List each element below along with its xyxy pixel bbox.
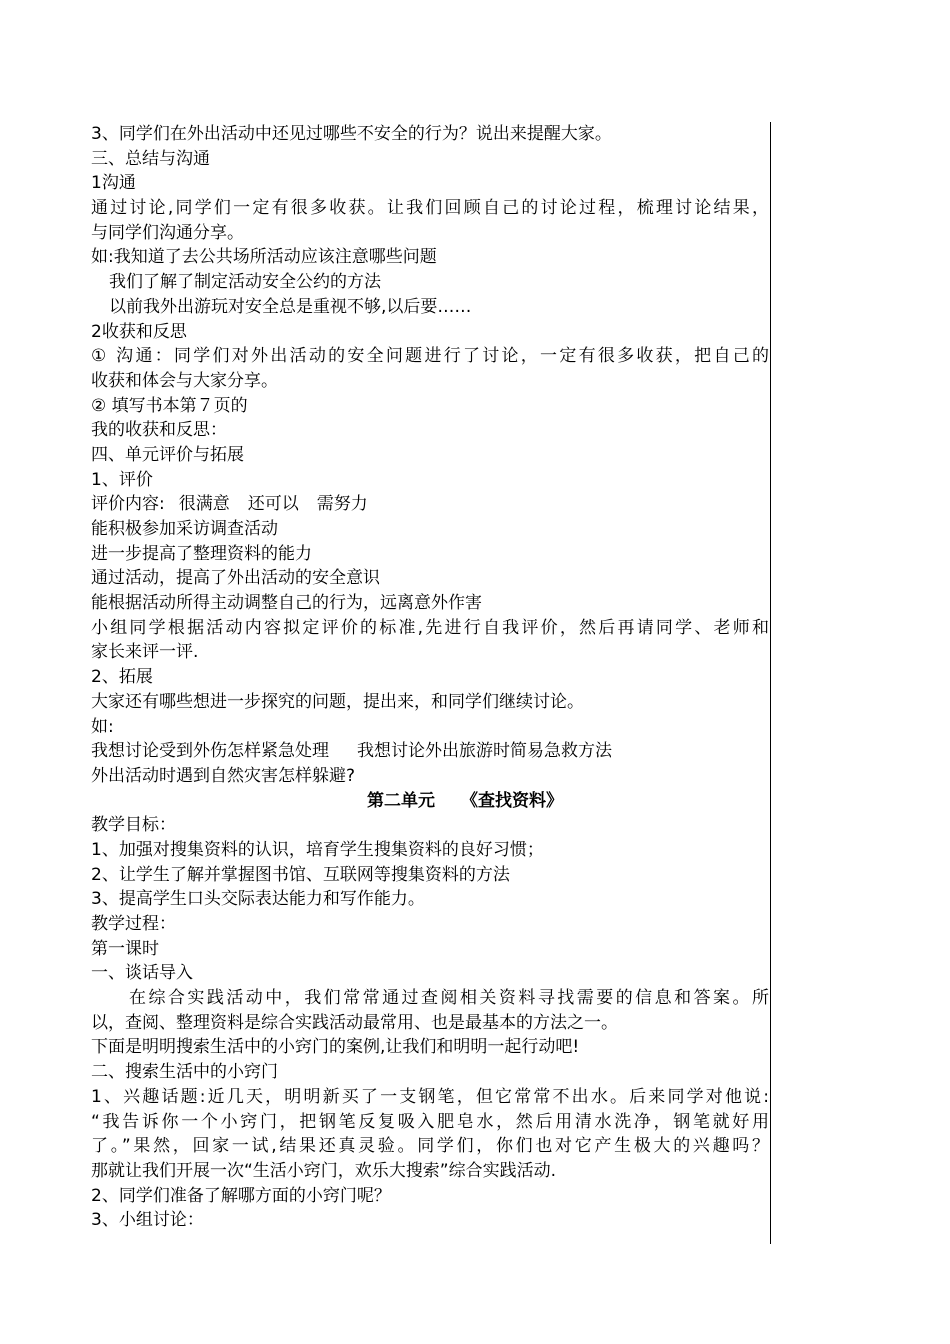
text-line: 我的收获和反思： — [91, 420, 227, 441]
subsection-heading: 教学过程： — [91, 914, 176, 934]
text-line: 大家还有哪些想进一步探究的问题，提出来，和同学们继续讨论。 — [91, 691, 584, 712]
text-line: 了。”果然，回家一试,结果还真灵验。同学们，你们也对它产生极大的兴趣吗？ — [91, 1136, 769, 1157]
rating-option-satisfied: 很满意 — [178, 494, 230, 515]
evaluation-item: 进一步提高了整理资料的能力 — [91, 543, 312, 564]
rating-option-needs-effort: 需努力 — [316, 494, 368, 515]
text-line: 3、小组讨论： — [91, 1210, 204, 1231]
subsection-heading: 1、评价 — [91, 469, 153, 490]
rating-option-acceptable: 还可以 — [247, 494, 299, 515]
text-line: 如:我知道了去公共场所活动应该注意哪些问题 — [91, 247, 437, 268]
section-heading: 四、单元评价与拓展 — [91, 444, 244, 465]
text-line: 小组同学根据活动内容拟定评价的标准,先进行自我评价，然后再请同学、老师和 — [91, 617, 769, 638]
lesson-heading: 第一课时 — [91, 938, 159, 959]
text-line: 通过讨论,同学们一定有很多收获。让我们回顾自己的讨论过程，梳理讨论结果， — [91, 198, 769, 219]
evaluation-item: 通过活动，提高了外出活动的安全意识 — [91, 568, 380, 589]
text-line: 2、同学们准备了解哪方面的小窍门呢？ — [91, 1185, 391, 1206]
subsection-heading: 2、拓展 — [91, 667, 153, 688]
text-line: 1、兴趣话题:近几天，明明新买了一支钢笔，但它常常不出水。后来同学对他说: — [91, 1086, 769, 1107]
text-line: 收获和体会与大家分享。 — [91, 370, 278, 391]
text-line: 以，查阅、整理资料是综合实践活动最常用、也是最基本的方法之一。 — [91, 1012, 618, 1033]
evaluation-options-line — [91, 492, 769, 517]
subsection-heading: 1沟通 — [91, 173, 136, 194]
objective-item: 3、提高学生口头交际表达能力和写作能力。 — [91, 889, 425, 910]
discussion-topic: 我想讨论受到外伤怎样紧急处理 — [91, 741, 329, 762]
text-line: 如: — [91, 716, 114, 737]
text-line: 在综合实践活动中，我们常常通过查阅相关资料寻找需要的信息和答案。所 — [129, 988, 769, 1009]
subsection-heading: 2收获和反思 — [91, 321, 187, 342]
text-line: 以前我外出游玩对安全总是重视不够,以后要…… — [109, 296, 472, 317]
text-line: 与同学们沟通分享。 — [91, 222, 244, 243]
discussion-topic: 我想讨论外出旅游时简易急救方法 — [357, 741, 612, 762]
text-line: ① 沟通：同学们对外出活动的安全问题进行了讨论，一定有很多收获，把自己的 — [91, 346, 769, 367]
text-line: 我们了解了制定活动安全公约的方法 — [109, 272, 381, 293]
discussion-topics-line — [91, 739, 769, 764]
evaluation-item: 能积极参加采访调查活动 — [91, 519, 278, 539]
unit-number: 第二单元 — [367, 790, 435, 811]
document-body — [91, 122, 769, 1233]
section-heading: 二、搜索生活中的小窍门 — [91, 1062, 278, 1083]
text-line: 外出活动时遇到自然灾害怎样躲避? — [91, 765, 356, 786]
table-right-border — [770, 122, 771, 1244]
text-line: 家长来评一评. — [91, 642, 199, 663]
text-line: 3、同学们在外出活动中还见过哪些不安全的行为？说出来提醒大家。 — [91, 124, 612, 144]
text-line: ② 填写书本第７页的 — [91, 395, 248, 416]
objective-item: 2、让学生了解并掌握图书馆、互联网等搜集资料的方法 — [91, 864, 510, 885]
objective-item: 1、加强对搜集资料的认识，培育学生搜集资料的良好习惯； — [91, 839, 544, 860]
unit-name: 《查找资料》 — [461, 790, 563, 811]
text-line: 那就让我们开展一次“生活小窍门，欢乐大搜索”综合实践活动. — [91, 1160, 557, 1181]
section-heading: 三、总结与沟通 — [91, 148, 210, 169]
text-line: 下面是明明搜索生活中的小窍门的案例,让我们和明明一起行动吧! — [91, 1037, 580, 1058]
section-heading: 一、谈话导入 — [91, 963, 193, 984]
evaluation-item: 能根据活动所得主动调整自己的行为，远离意外作害 — [91, 593, 482, 614]
text-line: “我告诉你一个小窍门，把钢笔反复吸入肥皂水，然后用清水洗净，钢笔就好用 — [91, 1111, 769, 1132]
unit-title — [91, 789, 769, 814]
subsection-heading: 教学目标： — [91, 815, 176, 836]
evaluation-label: 评价内容: — [91, 494, 165, 515]
